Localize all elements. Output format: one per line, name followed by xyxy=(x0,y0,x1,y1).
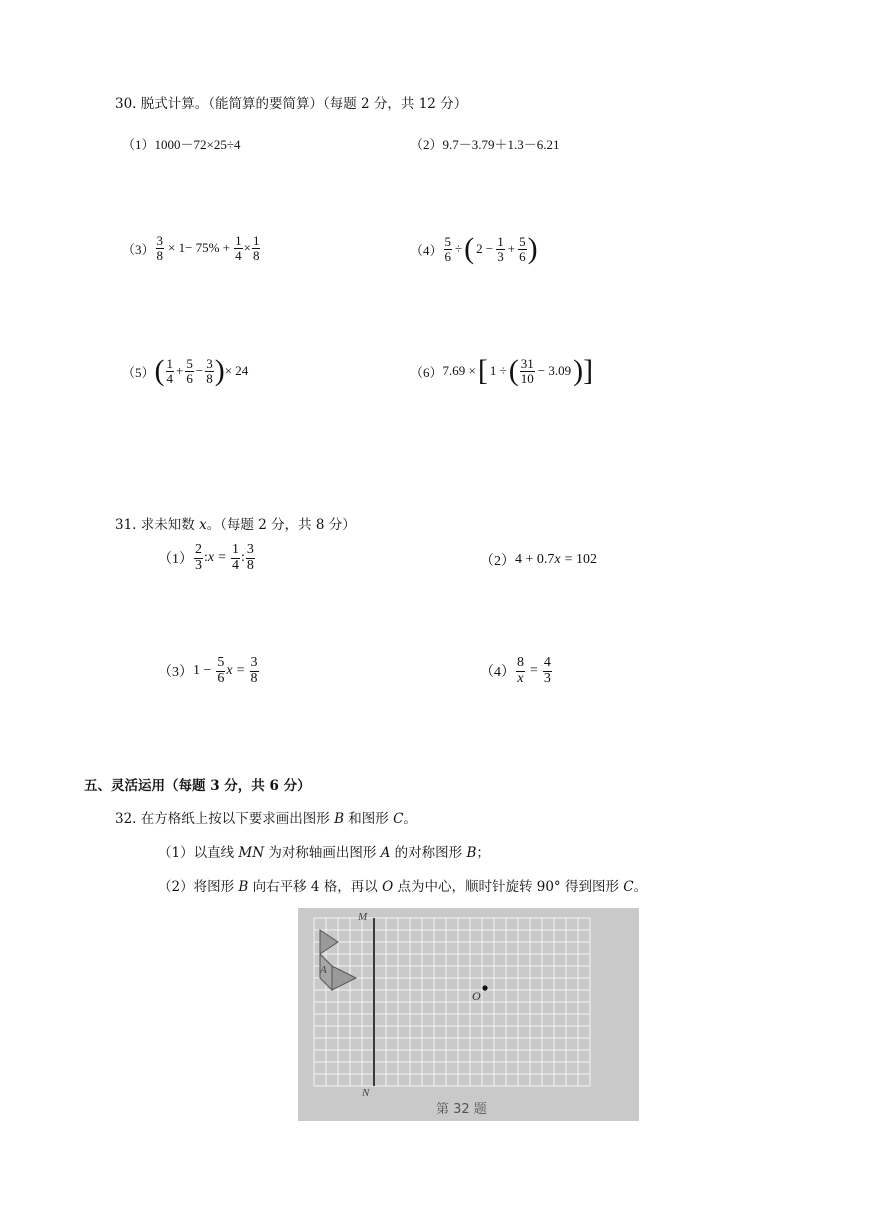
figure-caption: 第 32 题 xyxy=(436,1102,487,1117)
q31-problem-1 xyxy=(158,543,256,573)
fraction: $\frac{1}{4}$ xyxy=(232,542,240,573)
expression-part: 1 − xyxy=(193,663,212,679)
problem-number: （3） xyxy=(122,241,155,257)
grid-figure-svg xyxy=(298,908,639,1121)
colon: : xyxy=(241,550,245,566)
problem-number: （6） xyxy=(410,364,443,380)
fraction: $\frac{5}{6}$ xyxy=(217,655,225,686)
operator: + xyxy=(176,363,184,378)
fraction: $\frac{8}{x}$ xyxy=(517,655,524,686)
equals: = xyxy=(236,663,245,679)
equals: = xyxy=(218,550,227,566)
q32-step-2: （2）将图形 B 向右平移 4 格，再以 O 点为中心，顺时针旋转 90° 得到图形 C。 xyxy=(158,879,648,895)
colon: : xyxy=(204,550,208,566)
fraction: $\frac{1}{8}$ xyxy=(252,233,260,263)
problem-number: （4） xyxy=(480,665,515,681)
right-paren: ) xyxy=(214,354,225,387)
label-n: N xyxy=(362,1087,370,1099)
fraction: $\frac{3}{8}$ xyxy=(250,655,258,686)
problem-number: （1） xyxy=(122,137,155,152)
label-m: M xyxy=(358,911,368,923)
operator: + xyxy=(507,241,516,256)
left-paren: ( xyxy=(464,232,475,265)
q30-problem-6 xyxy=(410,356,593,386)
grid-figure xyxy=(298,908,639,1121)
expression: 9.7－3.79＋1.3－6.21 xyxy=(442,137,560,152)
right-bracket: ] xyxy=(583,354,594,387)
q31-problem-4 xyxy=(480,656,553,686)
operator: × xyxy=(243,240,251,256)
variable: x xyxy=(199,517,207,533)
left-bracket: [ xyxy=(477,354,488,387)
operator: − xyxy=(195,363,204,378)
expression-part: 2 − xyxy=(476,241,494,256)
fraction: $\frac{1}{4}$ xyxy=(235,233,242,263)
variable: x xyxy=(207,550,215,566)
expression: 1000－72×25÷4 xyxy=(154,137,241,152)
q30-problem-2 xyxy=(410,134,560,153)
q30-problem-1 xyxy=(122,134,240,153)
q31-problem-2 xyxy=(480,550,597,570)
fraction: $\frac{3}{8}$ xyxy=(206,355,213,386)
right-paren: ) xyxy=(573,354,584,387)
fraction: $\frac{2}{3}$ xyxy=(195,542,202,573)
left-paren: ( xyxy=(154,354,165,387)
problem-number: （1） xyxy=(158,552,193,568)
expression-part: 1 ÷ xyxy=(489,363,507,378)
fraction: $\frac{1}{3}$ xyxy=(497,233,504,264)
equals: = xyxy=(530,663,538,679)
expression-part: 4 + 0.7 xyxy=(515,552,555,567)
problem-number: （4） xyxy=(410,242,443,258)
expression-part: = 102 xyxy=(564,552,598,567)
q30-problem-3 xyxy=(122,234,261,262)
problem-number: （2） xyxy=(410,137,443,152)
problem-number: （2） xyxy=(480,554,515,569)
q30-problem-5 xyxy=(122,356,248,386)
problem-number: （5） xyxy=(122,364,155,380)
variable: x xyxy=(226,663,233,679)
variable: x xyxy=(554,552,561,567)
fraction: $\frac{3}{8}$ xyxy=(156,233,164,263)
problem-number: （3） xyxy=(158,665,193,681)
q32-heading: 32. 在方格纸上按以下要求画出图形 B 和图形 C。 xyxy=(115,811,417,827)
expression-part: × 24 xyxy=(224,363,249,378)
q30-problem-4 xyxy=(410,234,538,264)
section-5-heading: 五、灵活运用（每题 3 分，共 6 分） xyxy=(84,778,311,794)
fraction: $\frac{4}{3}$ xyxy=(543,655,551,686)
fraction: $\frac{5}{6}$ xyxy=(186,355,193,386)
q31-heading: 31. 求未知数 x。（每题 2 分，共 8 分） xyxy=(115,517,356,533)
operator: ÷ xyxy=(455,241,463,256)
q30-heading: 30. 脱式计算。（能简算的要简算）（每题 2 分，共 12 分） xyxy=(115,96,468,112)
expression-part: × 1− 75% + xyxy=(168,240,231,256)
label-a: A xyxy=(320,964,327,976)
left-paren: ( xyxy=(508,354,519,387)
fraction: $\frac{5}{6}$ xyxy=(519,233,526,264)
right-paren: ) xyxy=(527,232,538,265)
q31-problem-3 xyxy=(158,656,260,686)
fraction: $\frac{5}{6}$ xyxy=(444,233,452,264)
fraction: $\frac{31}{10}$ xyxy=(520,355,534,386)
fraction: $\frac{3}{8}$ xyxy=(246,542,254,573)
expression-part: 7.69 × xyxy=(442,363,476,378)
q32-step-1: （1）以直线 MN 为对称轴画出图形 A 的对称图形 B； xyxy=(158,845,490,861)
fraction: $\frac{1}{4}$ xyxy=(166,355,174,386)
label-o: O xyxy=(472,989,481,1003)
expression-part: − 3.09 xyxy=(537,363,572,378)
point-o xyxy=(482,985,487,990)
